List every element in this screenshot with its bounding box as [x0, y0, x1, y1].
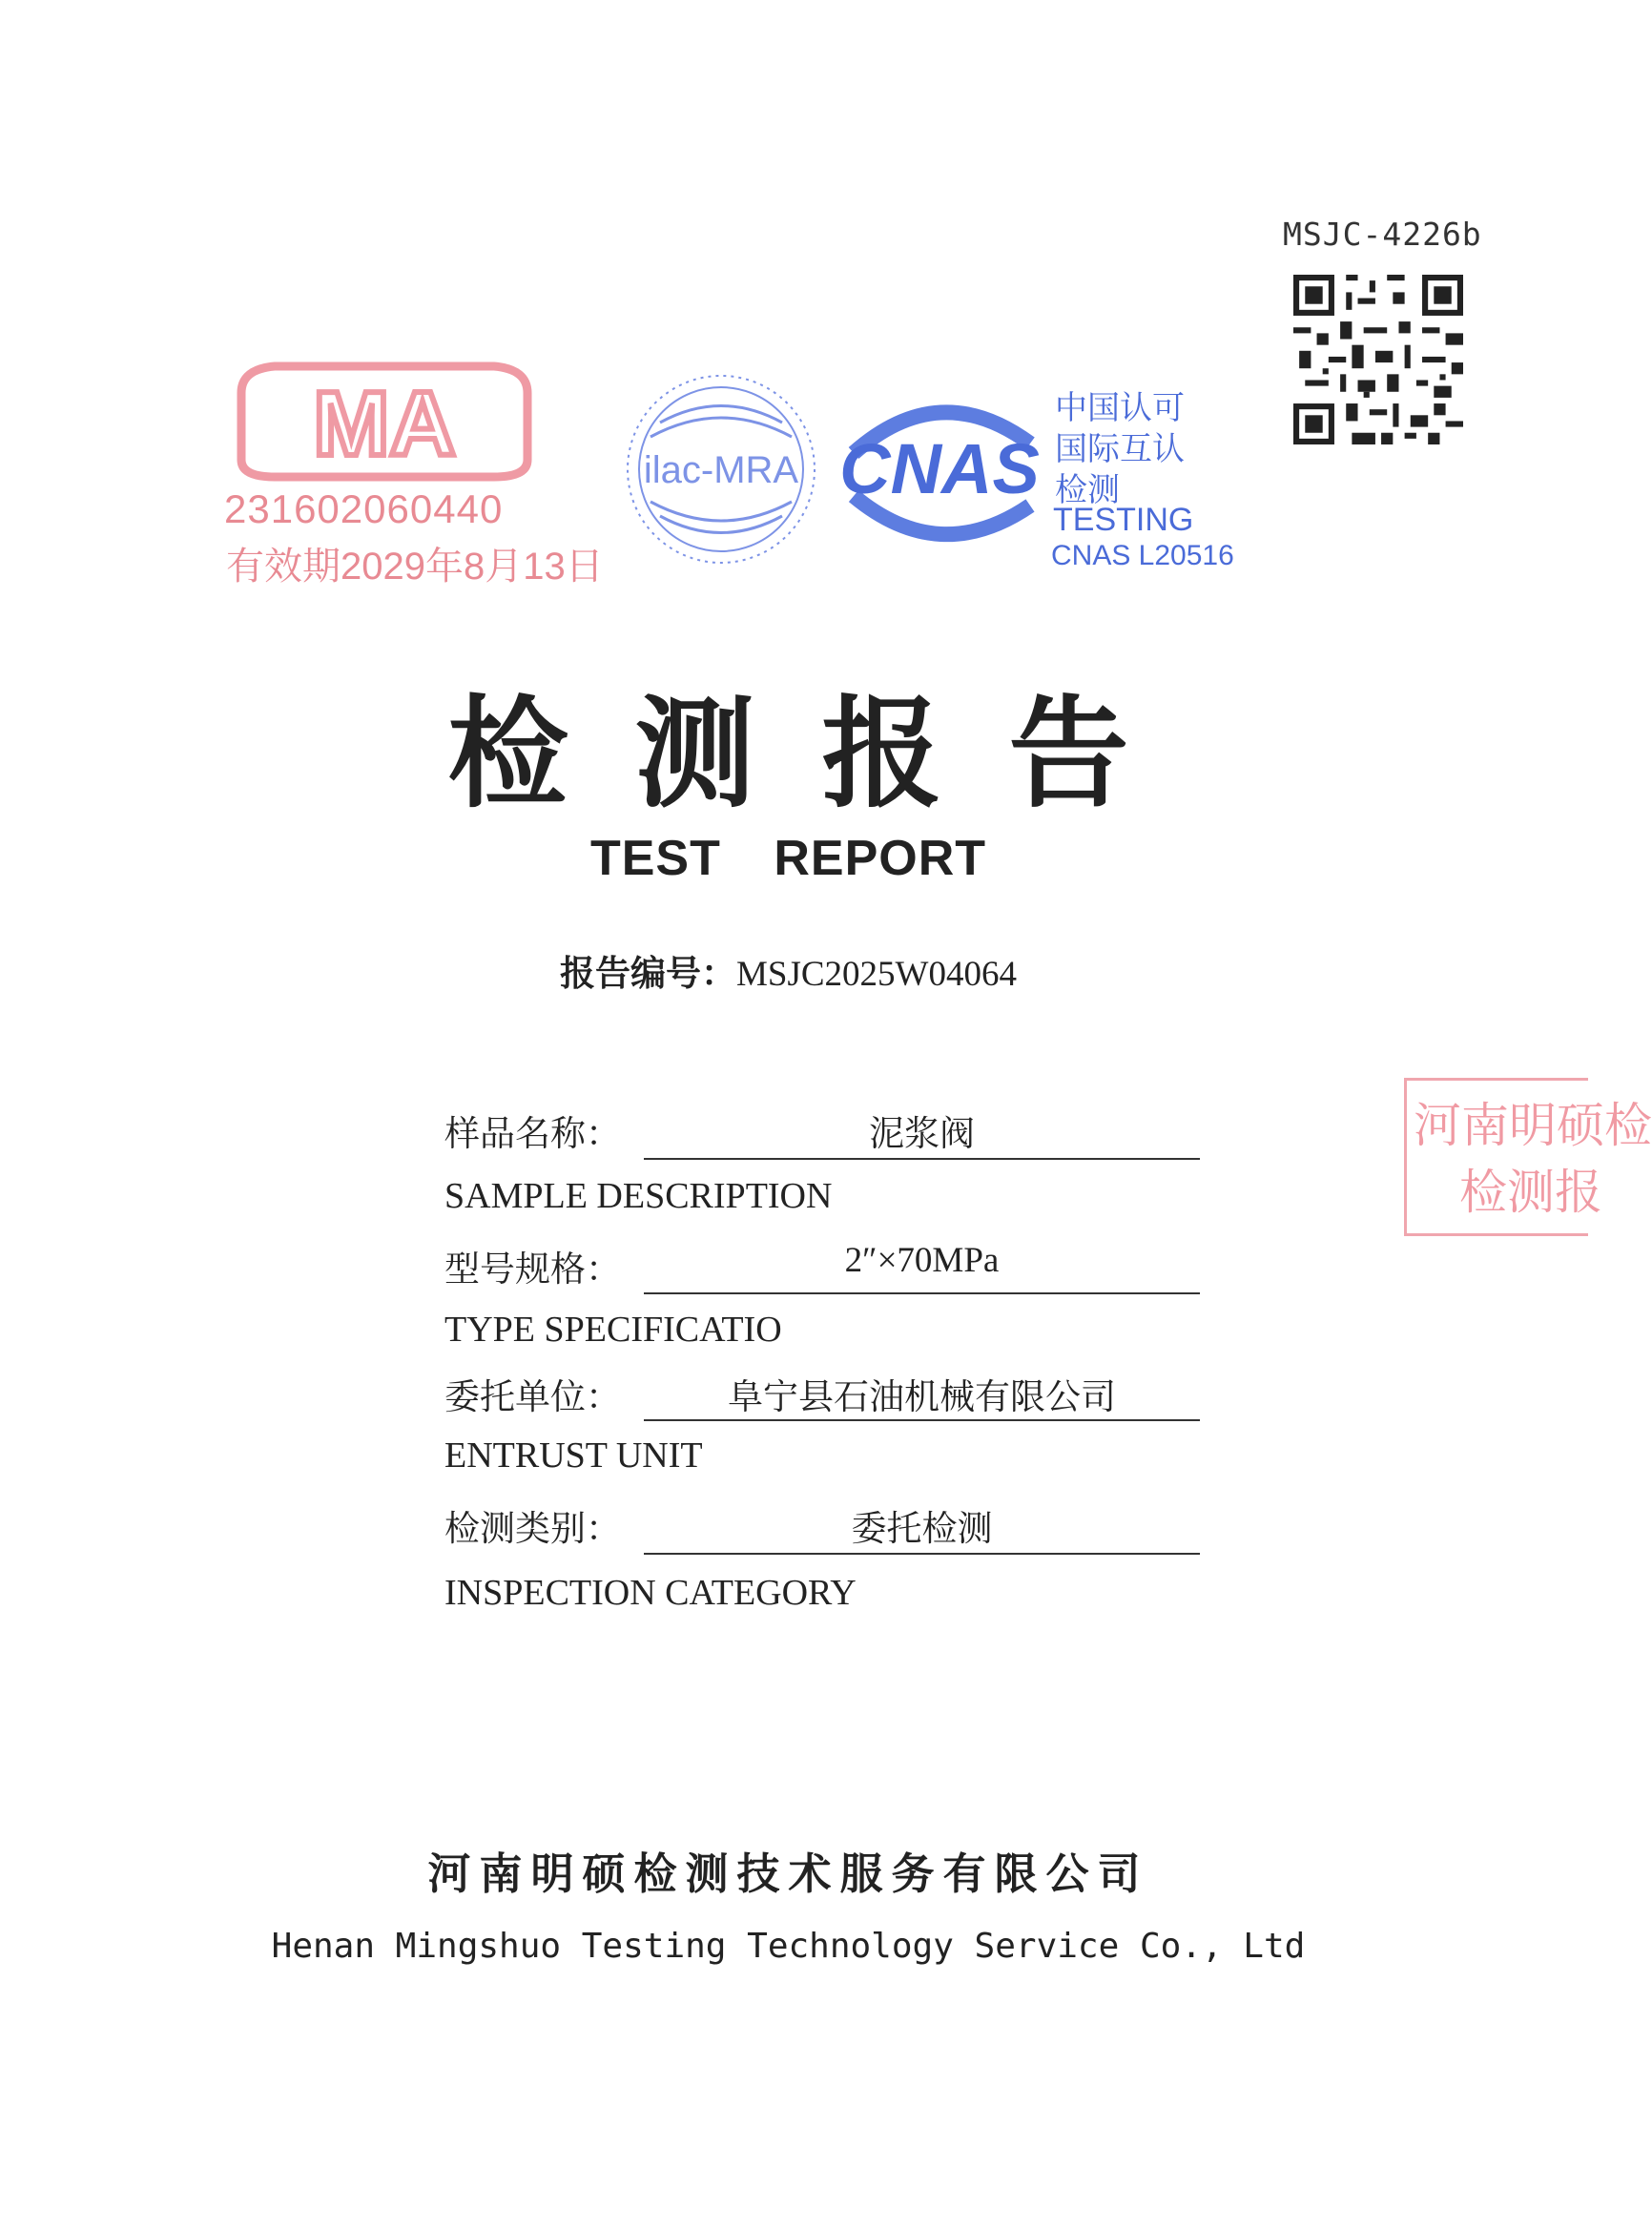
cma-logo-text: MA: [313, 373, 456, 475]
side-stamp-line-1: 河南明硕检: [1414, 1098, 1652, 1153]
qr-code-icon: [1293, 275, 1463, 444]
page-title-cn: 检测报告: [447, 683, 1196, 824]
cma-validity: 有效期2029年8月13日: [226, 546, 604, 588]
cnas-accreditation-number: CNAS L20516: [1051, 540, 1234, 571]
sample-name-underline: [644, 1158, 1200, 1160]
entrust-unit-underline: [644, 1419, 1200, 1421]
type-spec-underline: [644, 1292, 1200, 1294]
report-number-label: 报告编号：: [560, 953, 736, 994]
inspection-category-value: 委托检测: [851, 1508, 993, 1549]
entrust-unit-en-label: ENTRUST UNIT: [444, 1435, 703, 1476]
cnas-logo: [825, 386, 1054, 558]
report-number-value: MSJC2025W04064: [736, 955, 1017, 994]
cnas-line-2: 国际互认: [1055, 431, 1185, 467]
sample-name-value: 泥浆阀: [869, 1113, 975, 1154]
type-spec-label: 型号规格：: [444, 1249, 621, 1290]
inspection-category-label: 检测类别：: [444, 1508, 621, 1549]
cma-number: 231602060440: [224, 486, 504, 531]
company-name-en: Henan Mingshuo Testing Technology Service Co., Ltd: [271, 1927, 1306, 1966]
inspection-category-en-label: INSPECTION CATEGORY: [444, 1573, 857, 1613]
document-code: MSJC-4226b: [1283, 216, 1482, 253]
ilac-mra-logo: [622, 370, 820, 568]
sample-name-label: 样品名称：: [444, 1113, 621, 1154]
entrust-unit-label: 委托单位：: [444, 1376, 621, 1417]
type-specification-label: TYPE SPECIFICATIO: [444, 1310, 782, 1350]
side-stamp-line-2: 检测报: [1459, 1165, 1602, 1220]
type-spec-value: 2″×70MPa: [844, 1241, 1000, 1280]
cnas-logo-text: CNAS: [839, 429, 1040, 508]
report-number: [0, 944, 1577, 996]
inspection-category-underline: [644, 1553, 1200, 1555]
company-name-cn: 河南明硕检测技术服务有限公司: [427, 1848, 1149, 1899]
ilac-text: ilac-MRA: [643, 449, 799, 491]
sample-description-label: SAMPLE DESCRIPTION: [444, 1176, 833, 1216]
page-title-en: TEST REPORT: [589, 831, 987, 886]
entrust-unit-value: 阜宁县石油机械有限公司: [728, 1376, 1116, 1417]
cnas-line-1: 中国认可: [1055, 390, 1185, 426]
cnas-line-3: 检测: [1055, 472, 1120, 508]
cnas-line-4: TESTING: [1053, 502, 1194, 538]
